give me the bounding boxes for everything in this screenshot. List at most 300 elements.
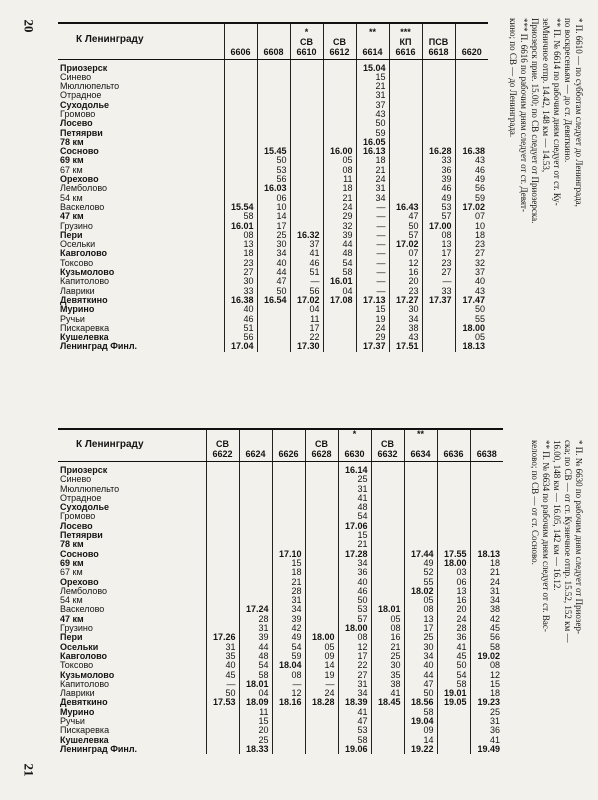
time-cell: 17: [404, 624, 437, 633]
time-cell: [422, 91, 455, 100]
train-footnote-mark: [258, 28, 290, 37]
time-cell: 23: [422, 259, 455, 268]
time-cell: 31: [338, 680, 371, 689]
time-cell: [224, 101, 257, 110]
table-row: [58, 305, 488, 314]
time-cell: [437, 494, 470, 503]
time-cell: [206, 605, 239, 614]
table-row: [58, 231, 488, 240]
time-cell: [257, 315, 290, 324]
table-row: [58, 212, 488, 221]
station-name: Суходолье: [60, 100, 110, 110]
time-cell: [224, 59, 257, 73]
time-cell: [239, 462, 272, 476]
time-cell: 16: [371, 633, 404, 642]
train-number: 6632: [377, 449, 398, 459]
time-cell: [323, 73, 356, 82]
table-row: [58, 624, 503, 633]
table-row: [58, 550, 503, 559]
time-cell: [389, 59, 422, 73]
time-cell: 39: [422, 175, 455, 184]
time-cell: 08: [272, 671, 305, 680]
time-cell: 14: [404, 736, 437, 745]
time-cell: [389, 129, 422, 138]
table-row: [58, 578, 503, 587]
table-row: [58, 315, 488, 324]
station-name: Ручьи: [60, 717, 85, 727]
time-cell: 19.04: [404, 717, 437, 726]
time-cell: [290, 194, 323, 203]
time-cell: [371, 745, 404, 754]
time-cell: 39: [323, 231, 356, 240]
page-number-bottom: 21: [21, 763, 37, 777]
time-cell: 21: [356, 82, 389, 91]
time-cell: 16.28: [422, 147, 455, 156]
time-cell: 55: [455, 315, 488, 324]
footnote-line: 16.00, 148 км — 16.05, 142 км — 16.12.: [552, 440, 562, 591]
time-cell: 58: [470, 643, 503, 652]
time-cell: [455, 73, 488, 82]
time-cell: 23: [224, 259, 257, 268]
time-cell: [422, 333, 455, 342]
time-cell: 11: [290, 315, 323, 324]
time-cell: 46: [422, 184, 455, 193]
time-cell: [290, 138, 323, 147]
station-name: Капитолово: [60, 679, 110, 689]
time-cell: 18: [470, 559, 503, 568]
time-cell: [290, 166, 323, 175]
time-cell: 17.26: [206, 633, 239, 642]
time-cell: [389, 73, 422, 82]
time-cell: [422, 73, 455, 82]
time-cell: [422, 342, 455, 351]
time-cell: [422, 315, 455, 324]
time-cell: 53: [338, 726, 371, 735]
time-cell: [257, 101, 290, 110]
train-category: СВ: [333, 36, 346, 47]
time-cell: 29: [356, 333, 389, 342]
train-number: 6634: [410, 449, 431, 459]
time-cell: [206, 531, 239, 540]
station-name: Кузьмолово: [60, 268, 115, 278]
time-cell: —: [356, 231, 389, 240]
time-cell: 18.01: [239, 680, 272, 689]
time-cell: 31: [338, 485, 371, 494]
time-cell: 35: [371, 671, 404, 680]
station-name: Девяткино: [60, 698, 108, 708]
time-cell: [239, 568, 272, 577]
time-cell: 17.02: [455, 203, 488, 212]
train-number: 6614: [362, 46, 383, 57]
time-cell: 16.05: [356, 138, 389, 147]
table-row: [58, 101, 488, 110]
time-cell: 24: [470, 578, 503, 587]
time-cell: [305, 485, 338, 494]
time-cell: 44: [323, 240, 356, 249]
time-cell: 56: [470, 633, 503, 642]
time-cell: 15.04: [356, 59, 389, 73]
time-cell: 52: [404, 568, 437, 577]
train-column-header: [338, 429, 371, 462]
time-cell: [305, 726, 338, 735]
table-row: [58, 587, 503, 596]
time-cell: [455, 91, 488, 100]
time-cell: [239, 475, 272, 484]
time-cell: 50: [389, 222, 422, 231]
time-cell: 24: [437, 615, 470, 624]
time-cell: [272, 475, 305, 484]
time-cell: 16.32: [290, 231, 323, 240]
table-row: [58, 661, 503, 670]
train-footnote-mark: *: [352, 429, 357, 439]
time-cell: 16.14: [338, 462, 371, 476]
footnote-line: * П. 6610 — по субботам следует до Ленинграда,: [574, 18, 584, 207]
time-cell: 09: [404, 726, 437, 735]
train-number: 6610: [296, 46, 317, 57]
time-cell: 27: [455, 249, 488, 258]
time-cell: [371, 462, 404, 476]
time-cell: [305, 568, 338, 577]
time-cell: 17.13: [356, 296, 389, 305]
time-cell: 18.13: [470, 550, 503, 559]
table-row: [58, 194, 488, 203]
time-cell: [206, 717, 239, 726]
time-cell: [257, 59, 290, 73]
station-name: 78 км: [60, 540, 84, 550]
time-cell: —: [305, 680, 338, 689]
time-cell: [206, 596, 239, 605]
time-cell: 16.38: [224, 296, 257, 305]
station-name: Приозерск: [60, 62, 108, 73]
time-cell: [371, 568, 404, 577]
time-cell: 24: [356, 175, 389, 184]
time-cell: 31: [470, 587, 503, 596]
time-cell: [272, 503, 305, 512]
train-category: [258, 37, 290, 47]
time-cell: [224, 110, 257, 119]
station-name: Осельки: [60, 240, 96, 250]
time-cell: [290, 175, 323, 184]
time-cell: [239, 550, 272, 559]
station-name: Отрадное: [60, 91, 102, 101]
table-row: [58, 73, 488, 82]
time-cell: [290, 147, 323, 156]
footnotes-bottom: [529, 440, 584, 642]
time-cell: 21: [356, 166, 389, 175]
time-cell: 55: [404, 578, 437, 587]
time-cell: 25: [338, 475, 371, 484]
footnote-line: келово; по СВ — от ст. Сосново.: [530, 440, 540, 565]
time-cell: [455, 129, 488, 138]
time-cell: 44: [257, 268, 290, 277]
station-name: Мюллюпельто: [60, 82, 120, 92]
time-cell: 08: [323, 166, 356, 175]
table-row: [58, 119, 488, 128]
time-cell: [224, 129, 257, 138]
station-name: 54 км: [60, 193, 83, 203]
time-cell: 10: [455, 222, 488, 231]
time-cell: 57: [389, 231, 422, 240]
time-cell: 43: [389, 333, 422, 342]
time-cell: 34: [272, 605, 305, 614]
time-cell: 41: [290, 249, 323, 258]
time-cell: [305, 503, 338, 512]
table-row: [58, 222, 488, 231]
time-cell: [272, 512, 305, 521]
time-cell: [404, 485, 437, 494]
station-name: Кушелевка: [60, 735, 109, 745]
time-cell: [305, 605, 338, 614]
time-cell: 50: [257, 156, 290, 165]
time-cell: 17.55: [437, 550, 470, 559]
train-column-header: [290, 23, 323, 59]
train-category: [405, 439, 437, 449]
time-cell: 59: [272, 652, 305, 661]
time-cell: [239, 485, 272, 494]
time-cell: 13: [422, 240, 455, 249]
time-cell: 15.45: [257, 147, 290, 156]
time-cell: [470, 531, 503, 540]
station-name: Сосново: [60, 147, 99, 157]
time-cell: [323, 59, 356, 73]
time-cell: [305, 559, 338, 568]
station-name: Ленинград Финл.: [60, 342, 138, 352]
station-name: 54 км: [60, 596, 83, 606]
time-cell: [272, 522, 305, 531]
time-cell: 17.47: [455, 296, 488, 305]
time-cell: 40: [455, 277, 488, 286]
time-cell: [389, 184, 422, 193]
time-cell: [305, 745, 338, 754]
table-row: [58, 296, 488, 305]
time-cell: 34: [470, 596, 503, 605]
time-cell: 41: [338, 708, 371, 717]
time-cell: 17.51: [389, 342, 422, 351]
train-footnote-mark: *: [304, 26, 309, 37]
time-cell: [371, 531, 404, 540]
train-column-header: [272, 429, 305, 462]
time-cell: [437, 475, 470, 484]
time-cell: 49: [455, 175, 488, 184]
time-cell: [470, 462, 503, 476]
time-cell: 40: [338, 578, 371, 587]
time-cell: 54: [437, 671, 470, 680]
footnote-line: ** П. № 6634 по рабочим дням следует от ст. Вас-: [541, 440, 551, 632]
time-cell: 34: [338, 559, 371, 568]
train-column-header: [422, 23, 455, 59]
time-cell: 19: [305, 671, 338, 680]
time-cell: 59: [455, 194, 488, 203]
train-column-header: [323, 23, 356, 59]
table-row: [58, 110, 488, 119]
station-name: 78 км: [60, 137, 84, 147]
station-name: Лосево: [60, 521, 93, 531]
time-cell: 53: [422, 203, 455, 212]
table-row: [58, 512, 503, 521]
time-cell: 18.00: [338, 624, 371, 633]
time-cell: [206, 559, 239, 568]
time-cell: [257, 110, 290, 119]
time-cell: 17.02: [290, 296, 323, 305]
page-number-top: 20: [21, 19, 37, 33]
time-cell: [290, 184, 323, 193]
time-cell: [272, 494, 305, 503]
time-cell: [422, 119, 455, 128]
time-cell: 53: [338, 605, 371, 614]
time-cell: 22: [290, 333, 323, 342]
train-number: 6620: [461, 46, 482, 57]
time-cell: 49: [272, 633, 305, 642]
time-cell: [323, 119, 356, 128]
time-cell: 25: [239, 736, 272, 745]
time-cell: 37: [356, 101, 389, 110]
train-number: 6622: [212, 449, 233, 459]
footnote-line: * П. № 6630 по рабочим дням следует от Приозер-: [574, 440, 584, 634]
time-cell: 16.01: [224, 222, 257, 231]
time-cell: [404, 503, 437, 512]
time-cell: [224, 138, 257, 147]
time-cell: 19.05: [437, 698, 470, 707]
time-cell: [290, 110, 323, 119]
time-cell: [371, 550, 404, 559]
time-cell: 05: [323, 156, 356, 165]
time-cell: [290, 119, 323, 128]
time-cell: 15: [239, 717, 272, 726]
time-cell: [239, 587, 272, 596]
time-cell: 56: [290, 287, 323, 296]
time-cell: 33: [422, 156, 455, 165]
time-cell: 18.09: [239, 698, 272, 707]
time-cell: [206, 462, 239, 476]
train-column-header: [470, 429, 503, 462]
time-cell: [305, 550, 338, 559]
time-cell: [437, 717, 470, 726]
time-cell: [206, 540, 239, 549]
table-row: [58, 268, 488, 277]
time-cell: 19: [356, 315, 389, 324]
time-cell: [323, 324, 356, 333]
time-cell: [437, 745, 470, 754]
time-cell: [206, 512, 239, 521]
footnotes-top: [507, 18, 584, 223]
time-cell: 23: [389, 287, 422, 296]
time-cell: 47: [404, 680, 437, 689]
time-cell: [224, 184, 257, 193]
time-cell: 17: [290, 324, 323, 333]
table-row: [58, 717, 503, 726]
time-cell: [305, 494, 338, 503]
time-cell: [323, 82, 356, 91]
time-cell: 07: [389, 249, 422, 258]
train-number: 6608: [263, 46, 284, 57]
time-cell: [389, 119, 422, 128]
station-name: Лаврики: [60, 286, 95, 296]
table-row: [58, 249, 488, 258]
time-cell: 19.23: [470, 698, 503, 707]
time-cell: 49: [422, 194, 455, 203]
time-cell: 23: [455, 240, 488, 249]
time-cell: 30: [389, 305, 422, 314]
time-cell: [470, 494, 503, 503]
train-category: КП: [399, 36, 412, 47]
table-row: [58, 736, 503, 745]
time-cell: [371, 503, 404, 512]
time-cell: 45: [206, 671, 239, 680]
time-cell: 49: [404, 559, 437, 568]
train-column-header: [437, 429, 470, 462]
time-cell: 39: [239, 633, 272, 642]
table-row: [58, 129, 488, 138]
time-cell: [305, 596, 338, 605]
station-name: Громово: [60, 512, 96, 522]
time-cell: [206, 587, 239, 596]
direction-label-top: К Ленинграду: [58, 23, 224, 59]
time-cell: [224, 91, 257, 100]
station-name: Васкелово: [60, 202, 105, 212]
time-cell: 21: [272, 578, 305, 587]
time-cell: 05: [404, 596, 437, 605]
time-cell: 21: [338, 540, 371, 549]
station-name: Громово: [60, 109, 96, 119]
time-cell: 17.00: [422, 222, 455, 231]
time-cell: [206, 485, 239, 494]
time-cell: 38: [389, 324, 422, 333]
station-name: Лемболово: [60, 586, 108, 596]
time-cell: [224, 119, 257, 128]
time-cell: 31: [356, 91, 389, 100]
footnote-line: зеМничное отпр. 14.42, 148 км — 14.53,: [541, 18, 551, 173]
time-cell: [239, 559, 272, 568]
time-cell: 38: [470, 605, 503, 614]
station-name: 69 км: [60, 156, 84, 166]
time-cell: 17.06: [338, 522, 371, 531]
time-cell: 36: [470, 726, 503, 735]
station-name: Петяярви: [60, 531, 103, 541]
time-cell: 08: [422, 231, 455, 240]
station-name: 67 км: [60, 568, 83, 578]
time-cell: [257, 333, 290, 342]
time-cell: 54: [239, 661, 272, 670]
time-cell: [404, 475, 437, 484]
time-cell: 17.37: [356, 342, 389, 351]
station-name: Орехово: [60, 175, 99, 185]
time-cell: [257, 91, 290, 100]
time-cell: [206, 494, 239, 503]
time-cell: 58: [437, 680, 470, 689]
time-cell: 15.54: [224, 203, 257, 212]
train-number: 6626: [278, 449, 299, 459]
time-cell: [389, 166, 422, 175]
train-footnote-mark: ***: [400, 26, 411, 37]
train-number: 6624: [245, 449, 266, 459]
time-cell: [455, 59, 488, 73]
time-cell: [272, 708, 305, 717]
time-cell: [371, 717, 404, 726]
table-row: [58, 259, 488, 268]
time-cell: 05: [371, 615, 404, 624]
time-cell: 33: [422, 287, 455, 296]
time-cell: [422, 129, 455, 138]
time-cell: 41: [371, 689, 404, 698]
train-footnote-mark: [273, 430, 305, 439]
time-cell: 33: [224, 287, 257, 296]
time-cell: 34: [389, 315, 422, 324]
time-cell: 19.49: [470, 745, 503, 754]
time-cell: [305, 717, 338, 726]
train-footnote-mark: [372, 430, 404, 439]
time-cell: 50: [338, 596, 371, 605]
train-footnote-mark: **: [368, 26, 376, 37]
